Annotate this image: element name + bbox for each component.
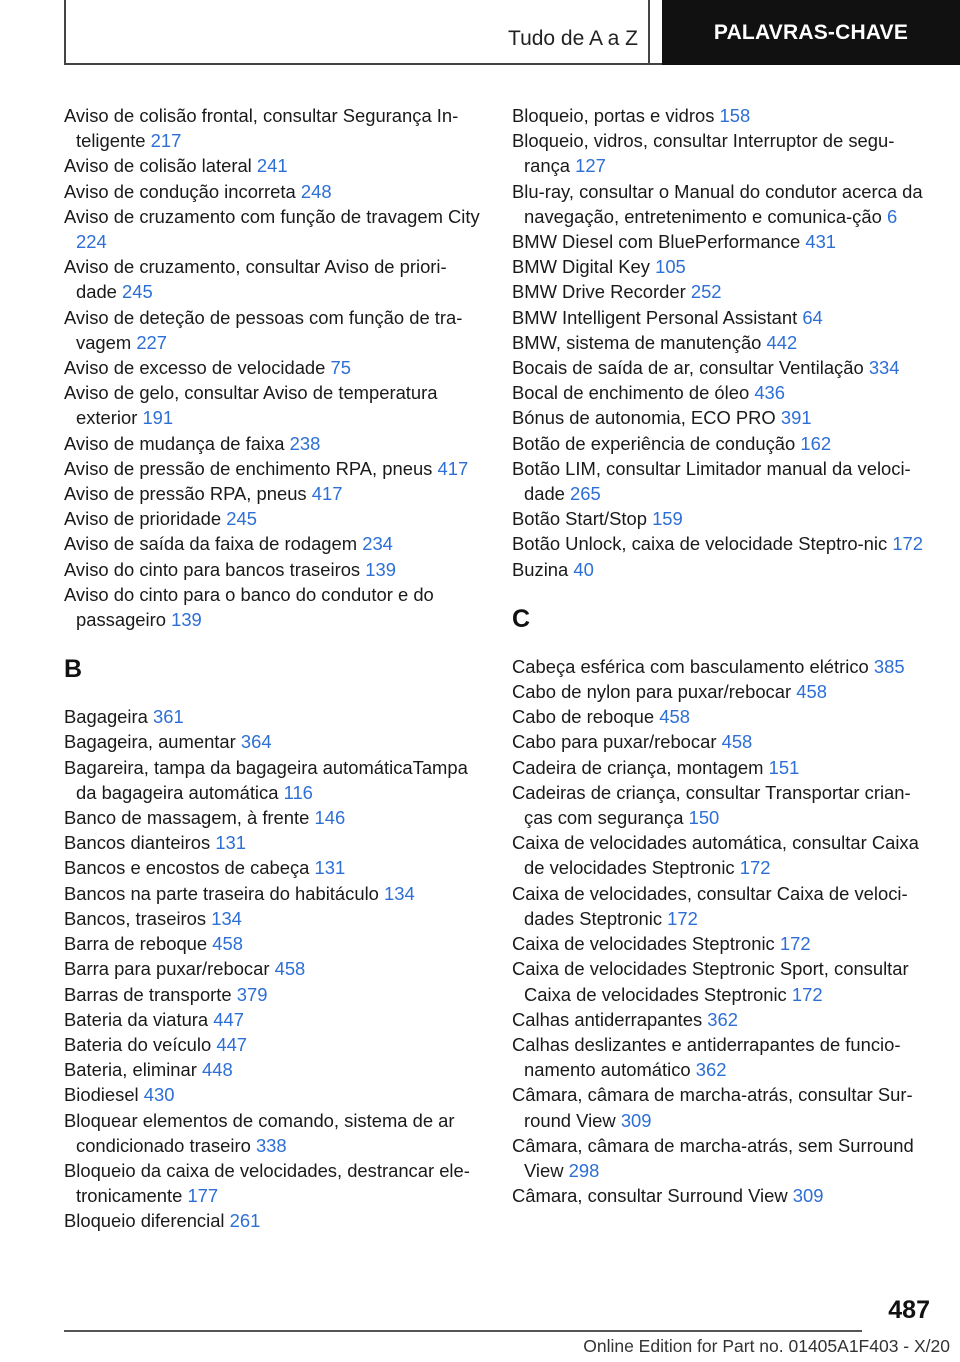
page-link[interactable]: 309: [792, 1185, 824, 1207]
index-entry-text: Caixa de velocidades, consultar Caixa de veloci-dades Steptronic: [512, 882, 908, 929]
page-link[interactable]: 458: [721, 731, 753, 753]
page-link[interactable]: 379: [236, 983, 268, 1005]
page-link[interactable]: 238: [289, 432, 321, 454]
index-entry: [512, 380, 932, 405]
index-entry-text: Aviso de prioridade: [64, 508, 222, 530]
index-entry: [64, 1108, 484, 1158]
page-link[interactable]: 131: [314, 857, 346, 879]
page-link[interactable]: 252: [690, 281, 722, 303]
index-entry: [512, 1032, 932, 1082]
index-entry: [512, 557, 932, 582]
page-link[interactable]: 448: [202, 1059, 233, 1081]
page-link[interactable]: 338: [255, 1134, 287, 1156]
page-link[interactable]: 265: [570, 483, 601, 505]
index-entry: [512, 956, 932, 1006]
index-entry: [64, 931, 484, 956]
page-link[interactable]: 430: [143, 1084, 175, 1106]
page-link[interactable]: 417: [437, 457, 469, 479]
page-link[interactable]: 139: [171, 609, 202, 631]
page-link[interactable]: 245: [122, 281, 153, 303]
page-link[interactable]: 458: [659, 706, 690, 728]
index-entry: [512, 405, 932, 430]
page-link[interactable]: 191: [142, 407, 174, 429]
index-entry-text: Aviso de gelo, consultar Aviso de temperatura exterior: [64, 382, 438, 429]
page-link[interactable]: 146: [314, 807, 346, 829]
index-entry-text: Bloquear elementos de comando, sistema de ar condicionado traseiro: [64, 1109, 455, 1156]
index-entry: [512, 931, 932, 956]
page-link[interactable]: 227: [136, 331, 168, 353]
section-letter: B: [64, 655, 83, 684]
index-entry: [512, 431, 932, 456]
index-entry-text: Cabo para puxar/rebocar: [512, 731, 717, 753]
index-entry: [64, 1158, 484, 1208]
keywords-tab[interactable]: PALAVRAS-CHAVE: [662, 0, 960, 65]
index-entry-text: Aviso do cinto para bancos traseiros: [64, 558, 361, 580]
index-entry-text: Bagageira: [64, 706, 148, 728]
section-letter: C: [512, 604, 531, 633]
index-entry: [512, 229, 932, 254]
page-link[interactable]: 150: [688, 807, 720, 829]
index-entry-text: Botão de experiência de condução: [512, 432, 796, 454]
index-entry-text: Aviso de cruzamento com função de travagem City: [64, 205, 480, 227]
page-link[interactable]: 447: [213, 1008, 244, 1030]
index-entry: [64, 830, 484, 855]
index-entry-text: Aviso de saída da faixa de rodagem: [64, 533, 358, 555]
index-entry: [64, 431, 484, 456]
page-link[interactable]: 458: [212, 933, 243, 955]
page-link[interactable]: 385: [873, 655, 905, 677]
index-entry: [512, 330, 932, 355]
index-entry: [64, 557, 484, 582]
page-link[interactable]: 75: [330, 357, 351, 379]
index-entry: [64, 103, 484, 153]
index-entry-text: Caixa de velocidades Steptronic Sport, consultar Caixa de velocidades Steptronic: [512, 958, 909, 1005]
index-entry-text: Calhas antiderrapantes: [512, 1008, 703, 1030]
index-entry: [512, 654, 932, 679]
page-link[interactable]: 134: [211, 907, 242, 929]
index-entry: [64, 1082, 484, 1107]
index-entry: [512, 830, 932, 880]
page-link[interactable]: 217: [150, 130, 182, 152]
index-entry-text: Aviso de colisão lateral: [64, 155, 252, 177]
page-link[interactable]: 127: [575, 155, 606, 177]
page-link[interactable]: 248: [300, 180, 332, 202]
index-entry: [64, 153, 484, 178]
index-entry: [64, 805, 484, 830]
index-entry: [64, 380, 484, 430]
index-entry: [512, 729, 932, 754]
page-link[interactable]: 6: [886, 205, 898, 227]
page-link[interactable]: 116: [283, 781, 313, 803]
index-entry-text: BMW Drive Recorder: [512, 281, 686, 303]
index-entry-text: Bloqueio da caixa de velocidades, destrancar ele-tronicamente: [64, 1159, 470, 1207]
index-entry-text: Aviso de pressão RPA, pneus: [64, 483, 307, 505]
index-entry: [512, 254, 932, 279]
index-entry-text: Câmara, câmara de marcha-atrás, sem Surround View: [512, 1134, 914, 1181]
index-entry: [512, 1133, 932, 1183]
index-entry-text: Calhas deslizantes e antiderrapantes de funcio-namento automático: [512, 1033, 901, 1081]
index-entry-text: Barra para puxar/rebocar: [64, 958, 270, 980]
page-link[interactable]: 172: [791, 983, 823, 1005]
index-entry-text: Aviso de mudança de faixa: [64, 432, 285, 454]
index-entry-text: Bloqueio, portas e vidros: [512, 105, 715, 126]
index-entry: [512, 456, 932, 506]
page-link[interactable]: 134: [384, 882, 415, 904]
index-entry-text: Bagageira, aumentar: [64, 731, 236, 753]
page-link[interactable]: 64: [802, 306, 823, 328]
page-link[interactable]: 151: [768, 756, 800, 778]
index-entry: [64, 355, 484, 380]
page-link[interactable]: 241: [256, 155, 288, 177]
page-link[interactable]: 40: [573, 558, 594, 580]
index-entry-text: Bateria, eliminar: [64, 1059, 197, 1081]
index-entry-text: Bancos, traseiros: [64, 907, 207, 929]
index-entry-text: BMW, sistema de manutenção: [512, 331, 762, 353]
index-entry-text: Botão Unlock, caixa de velocidade Steptro-nic: [512, 533, 888, 555]
index-entry-text: Aviso de colisão frontal, consultar Segurança In-teligente: [64, 105, 459, 152]
page-link[interactable]: 172: [892, 533, 923, 555]
index-entry-text: Botão Start/Stop: [512, 508, 647, 530]
page-link[interactable]: 309: [620, 1109, 652, 1131]
index-entry: [64, 704, 484, 729]
page-link[interactable]: 364: [240, 731, 272, 753]
page-number: 487: [888, 1296, 930, 1324]
page-link[interactable]: 431: [805, 231, 837, 253]
index-entry: [512, 305, 932, 330]
index-entry: [64, 305, 484, 355]
index-entry-text: Botão LIM, consultar Limitador manual da veloci-dade: [512, 457, 911, 505]
index-entry: [64, 1032, 484, 1057]
page-link[interactable]: 177: [187, 1185, 219, 1207]
index-entry: [512, 780, 932, 830]
index-entry-text: Caixa de velocidades Steptronic: [512, 933, 775, 955]
index-entry-text: Banco de massagem, à frente: [64, 807, 310, 829]
index-entry-text: Câmara, consultar Surround View: [512, 1185, 788, 1207]
index-entry-text: BMW Intelligent Personal Assistant: [512, 306, 798, 328]
index-column-right: [512, 103, 932, 1208]
page-link[interactable]: 162: [800, 432, 832, 454]
index-entry: [512, 704, 932, 729]
index-entry-text: Bloqueio diferencial: [64, 1210, 225, 1232]
index-entry: [64, 906, 484, 931]
index-entry-text: Bateria do veículo: [64, 1033, 212, 1055]
index-entry-text: Aviso de deteção de pessoas com função de tra-vagem: [64, 306, 463, 353]
index-entry-text: Cabo de reboque: [512, 706, 655, 728]
index-entry-text: Bagareira, tampa da bagageira automáticaTampa da bagageira automática: [64, 756, 468, 803]
page-link[interactable]: 172: [779, 933, 811, 955]
index-entry: [64, 1208, 484, 1233]
section-title[interactable]: Tudo de A a Z: [508, 27, 638, 50]
index-entry-text: BMW Diesel com BluePerformance: [512, 231, 801, 253]
index-entry: [64, 456, 484, 481]
index-entry: [64, 204, 484, 254]
page-link[interactable]: 139: [365, 558, 396, 580]
index-entry: [64, 531, 484, 556]
page-link[interactable]: 172: [667, 907, 698, 929]
page-link[interactable]: 417: [311, 483, 343, 505]
page-link[interactable]: 334: [868, 357, 900, 379]
index-entry-text: Biodiesel: [64, 1084, 139, 1106]
index-entry-text: Buzina: [512, 558, 569, 580]
index-entry: [512, 679, 932, 704]
index-entry-text: BMW Digital Key: [512, 256, 650, 278]
index-entry-text: Caixa de velocidades automática, consultar Caixa de velocidades Steptronic: [512, 832, 919, 879]
index-entry: [512, 179, 932, 229]
index-entry: [512, 279, 932, 304]
index-entry: [512, 506, 932, 531]
index-entry-text: Barra de reboque: [64, 933, 208, 955]
index-entry: [64, 956, 484, 981]
index-entry-text: Aviso de cruzamento, consultar Aviso de priori-dade: [64, 256, 447, 303]
index-entry-text: Cabeça esférica com basculamento elétrico: [512, 655, 869, 677]
index-entry: [64, 481, 484, 506]
index-entry: [512, 128, 932, 178]
index-entry: [512, 755, 932, 780]
index-entry: [512, 103, 932, 128]
page-link[interactable]: 245: [226, 508, 257, 530]
index-entry: [64, 1057, 484, 1082]
page-link[interactable]: 234: [362, 533, 393, 555]
page-link[interactable]: 436: [754, 382, 786, 404]
index-entry: [512, 1082, 932, 1132]
index-entry: [64, 1007, 484, 1032]
index-entry: [512, 355, 932, 380]
index-entry: [64, 179, 484, 204]
header-bottom-rule: [64, 63, 662, 65]
index-entry-text: Cabo de nylon para puxar/rebocar: [512, 681, 792, 703]
index-column-left: [64, 103, 484, 1234]
footer-rule: [64, 1330, 862, 1332]
page-link[interactable]: 447: [216, 1033, 248, 1055]
index-entry: [512, 881, 932, 931]
index-entry-text: Barras de transporte: [64, 983, 232, 1005]
page-link[interactable]: 131: [215, 832, 247, 854]
page-link[interactable]: 362: [707, 1008, 738, 1030]
page-link[interactable]: 362: [695, 1059, 727, 1081]
index-entry: [64, 755, 484, 805]
index-entry: [512, 1007, 932, 1032]
header-separator: [648, 0, 650, 64]
index-entry-text: Bateria da viatura: [64, 1008, 209, 1030]
index-entry-text: Câmara, câmara de marcha-atrás, consultar Sur-round View: [512, 1084, 913, 1131]
index-entry-text: Bocal de enchimento de óleo: [512, 382, 750, 404]
index-entry: [64, 506, 484, 531]
index-entry: [64, 855, 484, 880]
index-entry-text: Bancos na parte traseira do habitáculo: [64, 882, 379, 904]
index-entry-text: Bocais de saída de ar, consultar Ventilação: [512, 357, 864, 379]
index-entry: [64, 729, 484, 754]
index-entry-text: Bloqueio, vidros, consultar Interruptor de segu-rança: [512, 130, 895, 177]
page-link[interactable]: 361: [152, 706, 184, 728]
page-link[interactable]: 442: [766, 331, 798, 353]
index-entry-text: Bancos e encostos de cabeça: [64, 857, 310, 879]
page-link[interactable]: 391: [780, 407, 812, 429]
index-entry-text: Aviso de condução incorreta: [64, 180, 296, 202]
page-link[interactable]: 458: [796, 681, 827, 703]
index-entry-text: Aviso do cinto para o banco do condutor e do passageiro: [64, 583, 434, 631]
page-link[interactable]: 105: [655, 256, 686, 278]
index-entry-text: Bancos dianteiros: [64, 832, 211, 854]
index-entry: [64, 582, 484, 632]
header-left-rule: [64, 0, 66, 64]
page-link[interactable]: 261: [229, 1210, 261, 1232]
index-entry-text: Aviso de pressão de enchimento RPA, pneus: [64, 457, 433, 479]
page-link[interactable]: 458: [274, 958, 306, 980]
index-entry: [512, 531, 932, 556]
index-entry-text: Cadeiras de criança, consultar Transportar crian-ças com segurança: [512, 781, 911, 829]
index-entry: [64, 982, 484, 1007]
page-link[interactable]: 158: [719, 105, 751, 126]
index-entry-text: Blu-ray, consultar o Manual do condutor acerca da navegação, entretenimento e comunica-ção: [512, 180, 923, 227]
page-link[interactable]: 159: [652, 508, 683, 530]
index-entry-text: Bónus de autonomia, ECO PRO: [512, 407, 776, 429]
index-entry: [64, 254, 484, 304]
page-link[interactable]: 298: [568, 1159, 600, 1181]
index-entry: [64, 881, 484, 906]
index-entry: [512, 1183, 932, 1208]
index-entry-text: Cadeira de criança, montagem: [512, 756, 764, 778]
page-link[interactable]: 224: [76, 231, 107, 253]
page-link[interactable]: 172: [739, 857, 771, 879]
index-entry-text: Aviso de excesso de velocidade: [64, 357, 326, 379]
edition-footer: Online Edition for Part no. 01405A1F403 - X/20: [583, 1336, 950, 1356]
